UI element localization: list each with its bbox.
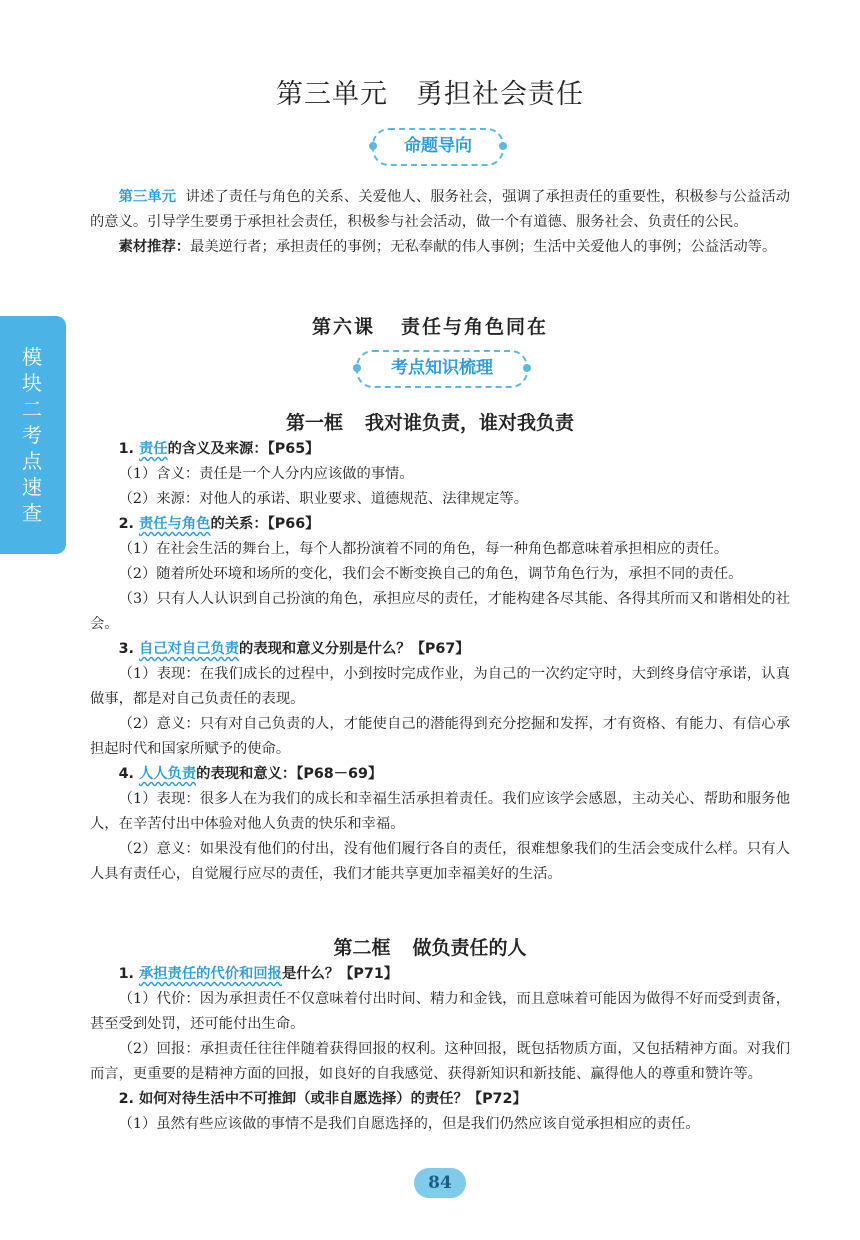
- question-heading: [90, 512, 790, 537]
- unit-number: 第三单元: [276, 79, 388, 110]
- question-text: 的表现和意义分别是什么？: [239, 641, 411, 657]
- answer-line: （1）在社会生活的舞台上，每个人都扮演着不同的角色，每一种角色都意味着承担相应的责任。: [118, 541, 729, 557]
- intro-paragraph: [90, 185, 790, 235]
- page-reference: 【P68－69】: [296, 766, 383, 782]
- answer-line: （2）随着所处环境和场所的变化，我们会不断变换自己的角色，调节角色行为，承担不同的责任。: [118, 566, 743, 582]
- question-heading: [90, 962, 790, 987]
- lesson-title: [0, 312, 860, 339]
- page-number: 84: [414, 1168, 466, 1198]
- section-2-body: [90, 962, 790, 1137]
- section-2-name: 做负责任的人: [412, 937, 527, 959]
- page-reference: 【P71】: [339, 966, 399, 982]
- page-reference: 【P65】: [267, 441, 320, 457]
- unit-name: 勇担社会责任: [416, 79, 584, 110]
- question-text: 2. 如何对待生活中不可推卸（或非自愿选择）的责任？: [118, 1091, 468, 1107]
- material-text: 最美逆行者；承担责任的事例；无私奉献的伟人事例；生活中关爱他人的事例；公益活动等。: [190, 239, 777, 255]
- question-text: 是什么？: [281, 966, 340, 982]
- question-text: 的关系：: [210, 516, 268, 532]
- material-label: 素材推荐：: [118, 239, 191, 255]
- material-recommendation: [90, 235, 790, 260]
- question-keyword: 自己对自己负责: [138, 641, 240, 657]
- answer-line: （1）表现：很多人在为我们的成长和幸福生活承担着责任。我们应该学会感恩，主动关心、帮助和服务他人，在辛苦付出中体验对他人负责的快乐和幸福。: [90, 791, 790, 832]
- question-text: 的含义及来源：: [167, 441, 268, 457]
- unit-intro: [90, 185, 790, 260]
- unit-title: [0, 72, 860, 111]
- page-reference: 【P72】: [467, 1091, 527, 1107]
- question-heading: [90, 437, 790, 462]
- answer-line: （2）意义：只有对自己负责的人，才能使自己的潜能得到充分挖掘和发挥，才有资格、有能力、有信心承担起时代和国家所赋予的使命。: [90, 716, 790, 757]
- side-tab-label: 模块二 考点速查: [22, 345, 42, 525]
- question-number: 1.: [118, 966, 134, 982]
- question-keyword: 人人负责: [138, 766, 197, 782]
- answer-line: （1）含义：责任是一个人分内应该做的事情。: [118, 466, 414, 482]
- question-number: 2.: [118, 516, 134, 532]
- section-2-title: [0, 933, 860, 960]
- section-1-name: 我对谁负责，谁对我负责: [365, 412, 575, 434]
- question-number: 3.: [118, 641, 134, 657]
- question-number: 4.: [118, 766, 134, 782]
- answer-line: （2）意义：如果没有他们的付出，没有他们履行各自的责任，很难想象我们的生活会变成什么样。只有人人具有责任心，自觉履行应尽的责任，我们才能共享更加幸福美好的生活。: [90, 841, 790, 882]
- answer-line: （1）代价：因为承担责任不仅意味着付出时间、精力和金钱，而且意味着可能因为做得不好而受到责备，甚至受到处罚，还可能付出生命。: [90, 991, 790, 1032]
- answer-line: （2）来源：对他人的承诺、职业要求、道德规范、法律规定等。: [118, 491, 528, 507]
- section-badge-proposition: 命题导向: [372, 128, 504, 166]
- question-keyword: 责任: [138, 441, 168, 457]
- question-keyword: 责任与角色: [138, 516, 211, 532]
- lesson-name: 责任与角色同在: [401, 316, 549, 338]
- lesson-number: 第六课: [311, 316, 375, 338]
- section-1-number: 第一框: [285, 412, 343, 434]
- question-heading: [90, 1087, 790, 1112]
- section-1-title: [0, 408, 860, 435]
- intro-text: 讲述了责任与角色的关系、关爱他人、服务社会，强调了承担责任的重要性，积极参与公益活动的意义。引导学生要勇于承担社会责任，积极参与社会活动，做一个有道德、服务社会、负责任的公民。: [90, 189, 791, 230]
- section-1-body: [90, 437, 790, 887]
- question-number: 1.: [118, 441, 134, 457]
- question-text: 的表现和意义：: [196, 766, 297, 782]
- section-2-number: 第二框: [333, 937, 391, 959]
- question-heading: [90, 637, 790, 662]
- answer-line: （3）只有人人认识到自己扮演的角色，承担应尽的责任，才能构建各尽其能、各得其所而又和谐相处的社会。: [90, 591, 790, 632]
- page-reference: 【P67】: [410, 641, 470, 657]
- page-reference: 【P66】: [267, 516, 320, 532]
- side-tab: [0, 316, 66, 554]
- section-badge-knowledge: 考点知识梳理: [356, 350, 528, 388]
- answer-line: （1）虽然有些应该做的事情不是我们自愿选择的，但是我们仍然应该自觉承担相应的责任。: [118, 1116, 700, 1132]
- answer-line: （2）回报：承担责任往往伴随着获得回报的权利。这种回报，既包括物质方面，又包括精神方面。对我们而言，更重要的是精神方面的回报，如良好的自我感觉、获得新知识和新技能、赢得他人的尊重和赞许等。: [90, 1041, 790, 1082]
- question-heading: [90, 762, 790, 787]
- intro-lead: 第三单元: [118, 189, 177, 205]
- question-keyword: 承担责任的代价和回报: [138, 966, 282, 982]
- answer-line: （1）表现：在我们成长的过程中，小到按时完成作业，为自己的一次约定守时，大到终身信守承诺，认真做事，都是对自己负责任的表现。: [90, 666, 790, 707]
